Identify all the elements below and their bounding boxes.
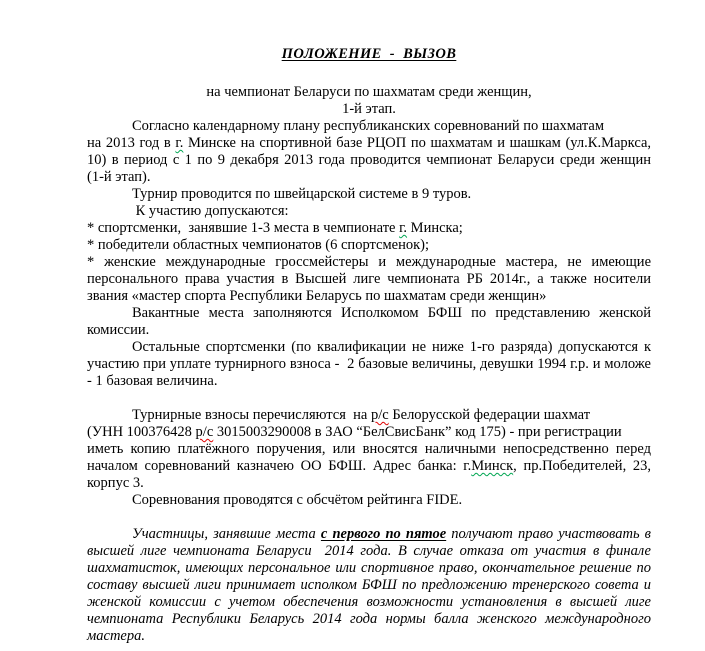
text-run: Согласно календарному плану республиканских соревнований по шахматам [132, 118, 605, 134]
emphasis-bold-underline: с первого по пятое [320, 526, 447, 542]
text-run: персонального права участия в Высшей лиге чемпионата РБ 2014г., а также носители [87, 271, 651, 287]
text-run: * женские международные гроссмейстеры и международные мастера, не имеющие [87, 254, 651, 270]
misspelled-word: Минск [471, 458, 514, 474]
doc-line [87, 594, 651, 611]
text-run: составу высшей лиги принимает исполком БФШ по предложению тренерского совета и [87, 577, 651, 593]
doc-line [87, 288, 651, 305]
text-run: * победители областных чемпионатов (6 спортсменок); [87, 237, 429, 253]
doc-line [87, 475, 651, 492]
text-run: , пр.Победителей, 23, [513, 458, 651, 474]
text-run: 3015003290008 в ЗАО “БелСвисБанк” код 175) - при регистрации [213, 424, 622, 440]
doc-line [87, 237, 651, 254]
text-run: Участницы, занявшие места [132, 526, 321, 542]
doc-line [87, 577, 651, 594]
doc-line [87, 203, 651, 220]
doc-line [87, 611, 651, 628]
doc-line [87, 305, 651, 322]
text-run: Турнирные взносы перечисляются на [132, 407, 371, 423]
misspelled-word: г. [399, 220, 408, 236]
misspelled-word: г. [175, 135, 184, 151]
text-run: * спортсменки, занявшие 1-3 места в чемпионате [87, 220, 400, 236]
doc-line [87, 492, 651, 509]
misspelled-word: р/с [195, 424, 214, 440]
paragraph-spacer [87, 63, 651, 84]
text-run: К участию допускаются: [132, 203, 289, 219]
text-run: получают право участвовать в [446, 526, 651, 542]
doc-line [87, 152, 651, 169]
text-run: Минске на спортивной базе РЦОП по шахматам и шашкам (ул.К.Маркса, [183, 135, 652, 151]
doc-line [87, 458, 651, 475]
text-run: (УНН 100376428 [87, 424, 196, 440]
doc-line [87, 186, 651, 203]
text-run: 1-й этап. [342, 101, 396, 117]
text-run: Турнир проводится по швейцарской системе в 9 туров. [132, 186, 472, 202]
doc-line [87, 407, 651, 424]
doc-line [87, 373, 651, 390]
text-run: женской комиссии с учетом обеспечения возможности установления в высшей лиге [87, 594, 651, 610]
text-run: началом соревнований казначею ОО БФШ. Адрес банка: г. [87, 458, 472, 474]
doc-line [87, 169, 651, 186]
text-run: мастера. [87, 628, 145, 644]
text-run: шахматисток, имеющих персональное или спортивное право, окончательное решение по [87, 560, 651, 576]
text-run: 10) в период с 1 по 9 декабря 2013 года проводится чемпионат Беларуси среди женщин [87, 152, 651, 168]
doc-line [87, 356, 651, 373]
text-run: - 1 базовая величина. [87, 373, 218, 389]
doc-line [87, 628, 651, 645]
doc-line [87, 135, 651, 152]
doc-line [87, 322, 651, 339]
text-run: Соревнования проводятся с обсчётом рейтинга FIDE. [132, 492, 463, 508]
paragraph-spacer [87, 390, 651, 407]
doc-line [87, 543, 651, 560]
text-run: корпус 3. [87, 475, 144, 491]
doc-line [87, 526, 651, 543]
text-run: иметь копию платёжного поручения, или вносятся наличными непосредственно перед [87, 441, 651, 457]
doc-line [87, 220, 651, 237]
text-run: на чемпионат Беларуси по шахматам среди женщин, [206, 84, 532, 100]
paragraph-spacer [87, 509, 651, 526]
doc-line [87, 424, 651, 441]
text-run: (1-й этап). [87, 169, 151, 185]
text-run: Вакантные места заполняются Исполкомом БФШ по представлению женской [132, 305, 651, 321]
text-run: звания «мастер спорта Республики Беларусь по шахматам среди женщин» [87, 288, 547, 304]
doc-line [87, 560, 651, 577]
doc-line [87, 118, 651, 135]
text-run: на 2013 год в [87, 135, 176, 151]
doc-line [87, 84, 651, 101]
doc-line [87, 339, 651, 356]
doc-line [87, 254, 651, 271]
text-run: комиссии. [87, 322, 150, 338]
misspelled-word: р/с [370, 407, 389, 423]
text-run: Белорусской федерации шахмат [388, 407, 591, 423]
text-run: Минска; [407, 220, 463, 236]
doc-title: ПОЛОЖЕНИЕ - ВЫЗОВ [281, 46, 457, 62]
doc-line [87, 101, 651, 118]
text-run: участию при уплате турнирного взноса - 2 базовые величины, девушки 1994 г.р. и моложе [87, 356, 651, 372]
doc-line [87, 46, 651, 63]
doc-line [87, 271, 651, 288]
doc-line [87, 441, 651, 458]
text-run: чемпионата Республики Беларусь 2014 года нормы балла женского международного [87, 611, 651, 627]
text-run: Остальные спортсменки (по квалификации не ниже 1-го разряда) допускаются к [132, 339, 651, 355]
text-run: высшей лиге чемпионата Беларуси 2014 года. В случае отказа от участия в финале [87, 543, 651, 559]
